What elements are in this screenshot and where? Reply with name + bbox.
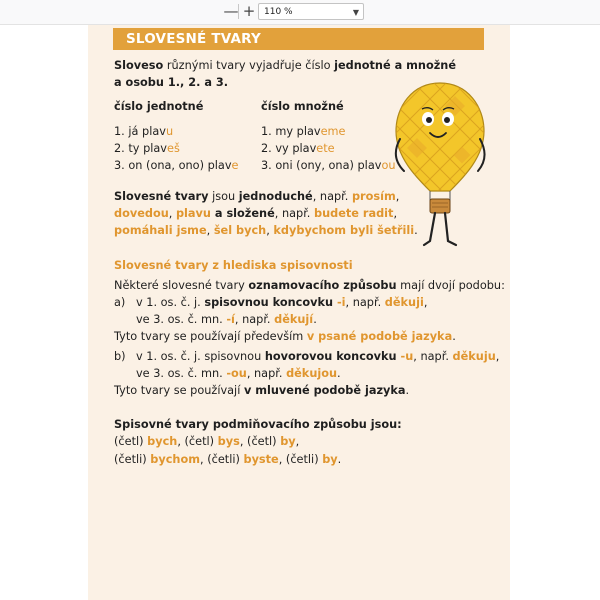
text: . [337, 367, 341, 380]
stem: 2. vy plav [261, 142, 317, 155]
example: děkují [274, 313, 314, 326]
forms-line-1 [114, 189, 399, 205]
ending: ou [381, 159, 396, 172]
text: v 1. os. č. j. spisovnou [136, 350, 265, 363]
plural-row-2 [261, 141, 335, 157]
plural-row-1 [261, 124, 345, 140]
example: kdybychom byli šetřili [273, 224, 415, 237]
text: , [393, 207, 398, 220]
text: , např. [345, 296, 385, 309]
section2-intro [114, 278, 505, 294]
example: děkuju [452, 350, 496, 363]
example: by [280, 435, 296, 448]
text: Tyto tvary se používají především [114, 330, 307, 343]
term: spisovnou koncovku [204, 296, 334, 309]
example: bychom [150, 453, 201, 466]
intro-line-2: a osobu 1., 2. a 3. [114, 76, 229, 89]
conditional-heading: Spisovné tvary podmiňovacího způsobu jsou: [114, 418, 402, 431]
item-b-usage [114, 383, 409, 399]
singular-row-3 [114, 158, 238, 174]
item-b-line-1 [136, 349, 499, 365]
term: hovorovou koncovku [264, 350, 397, 363]
term: oznamovacího způsobu [248, 279, 397, 292]
text: a [210, 207, 227, 220]
text: , [266, 224, 274, 237]
zoom-value: 110 % [264, 7, 293, 17]
singular-row-1 [114, 124, 173, 140]
example: by [322, 453, 338, 466]
stem: 3. oni (ony, ona) plav [261, 159, 382, 172]
text: . [405, 384, 410, 397]
ending: -ou [226, 367, 247, 380]
term: Slovesné tvary [114, 190, 209, 203]
text: ve 3. os. č. mn. [136, 313, 227, 326]
forms-line-3 [114, 223, 418, 239]
conditional-row-2 [114, 452, 341, 468]
text: v 1. os. č. j. [136, 296, 205, 309]
text: , např. [234, 313, 275, 326]
text: , (četli) [278, 453, 323, 466]
example: plavu [175, 207, 211, 220]
text: ve 3. os. č. mn. [136, 367, 227, 380]
ending: -u [396, 350, 414, 363]
zoom-select[interactable] [258, 3, 364, 20]
ending: eš [167, 142, 180, 155]
term: složené [226, 207, 275, 220]
stem: 1. my plav [261, 125, 321, 138]
text: . [337, 453, 342, 466]
text: jsou [208, 190, 239, 203]
text: , např. [246, 367, 287, 380]
list-label-b: b) [114, 350, 126, 363]
list-label-a: a) [114, 296, 126, 309]
text: (četl) [114, 435, 148, 448]
ending: ete [316, 142, 335, 155]
text: , (četl) [177, 435, 218, 448]
page-title: SLOVESNÉ TVARY [126, 31, 261, 47]
text: (četli) [114, 453, 151, 466]
balloon-mascot-icon [390, 79, 490, 259]
plural-row-3 [261, 158, 396, 174]
item-a-usage [114, 329, 456, 345]
ending: -í [226, 313, 235, 326]
forms-line-2 [114, 206, 397, 222]
text: . [313, 313, 317, 326]
example: šel bych [213, 224, 267, 237]
text: . [414, 224, 418, 237]
term-sloveso: Sloveso [114, 59, 164, 72]
text: , [395, 190, 400, 203]
ending: eme [320, 125, 346, 138]
example: prosím [351, 190, 396, 203]
example: bych [147, 435, 178, 448]
text: mají dvojí podobu: [396, 279, 505, 292]
intro-line-1 [114, 58, 456, 74]
text: . [452, 330, 456, 343]
example: děkujou [286, 367, 338, 380]
ending: e [231, 159, 239, 172]
text: , např. [413, 350, 453, 363]
text: , [495, 350, 500, 363]
example: bys [217, 435, 240, 448]
text: , [206, 224, 214, 237]
text: Tyto tvary se používají [114, 384, 244, 397]
text: , [423, 296, 428, 309]
singular-row-2 [114, 141, 180, 157]
item-b-line-2 [136, 366, 341, 382]
singular-heading: číslo jednotné [114, 100, 204, 113]
term-number: jednotné a množné [334, 59, 456, 72]
conditional-row-1 [114, 434, 299, 450]
text: , [295, 435, 300, 448]
term: jednoduché [238, 190, 313, 203]
example: byste [243, 453, 279, 466]
text: , (četl) [239, 435, 281, 448]
section-title-bar [113, 28, 484, 50]
term: v psané podobě jazyka [306, 330, 453, 343]
text: různými tvary vyjadřuje číslo [163, 59, 335, 72]
text: , např. [274, 207, 314, 220]
plural-heading: číslo množné [261, 100, 344, 113]
document-viewport[interactable] [0, 25, 600, 600]
example: budete radit [314, 207, 394, 220]
example: dovedou [114, 207, 169, 220]
stem: 3. on (ona, ono) plav [114, 159, 232, 172]
term: v mluvené podobě jazyka [243, 384, 406, 397]
example: pomáhali jsme [114, 224, 207, 237]
zoom-in-button[interactable]: + [242, 2, 256, 20]
item-a-line-2 [136, 312, 317, 328]
text: , např. [312, 190, 352, 203]
section-heading-spisovnost: Slovesné tvary z hlediska spisovnosti [114, 259, 353, 272]
pdf-toolbar [0, 0, 600, 25]
stem: 2. ty plav [114, 142, 167, 155]
ending: -i [333, 296, 346, 309]
text: , [168, 207, 176, 220]
stem: 1. já plav [114, 125, 166, 138]
ending: u [165, 125, 174, 138]
chevron-down-icon: ▼ [352, 8, 359, 17]
text: , (četli) [200, 453, 244, 466]
document-page [88, 25, 510, 600]
item-a-line-1 [136, 295, 427, 311]
zoom-out-button[interactable]: — [223, 2, 239, 20]
text: Některé slovesné tvary [114, 279, 249, 292]
example: děkuji [384, 296, 424, 309]
